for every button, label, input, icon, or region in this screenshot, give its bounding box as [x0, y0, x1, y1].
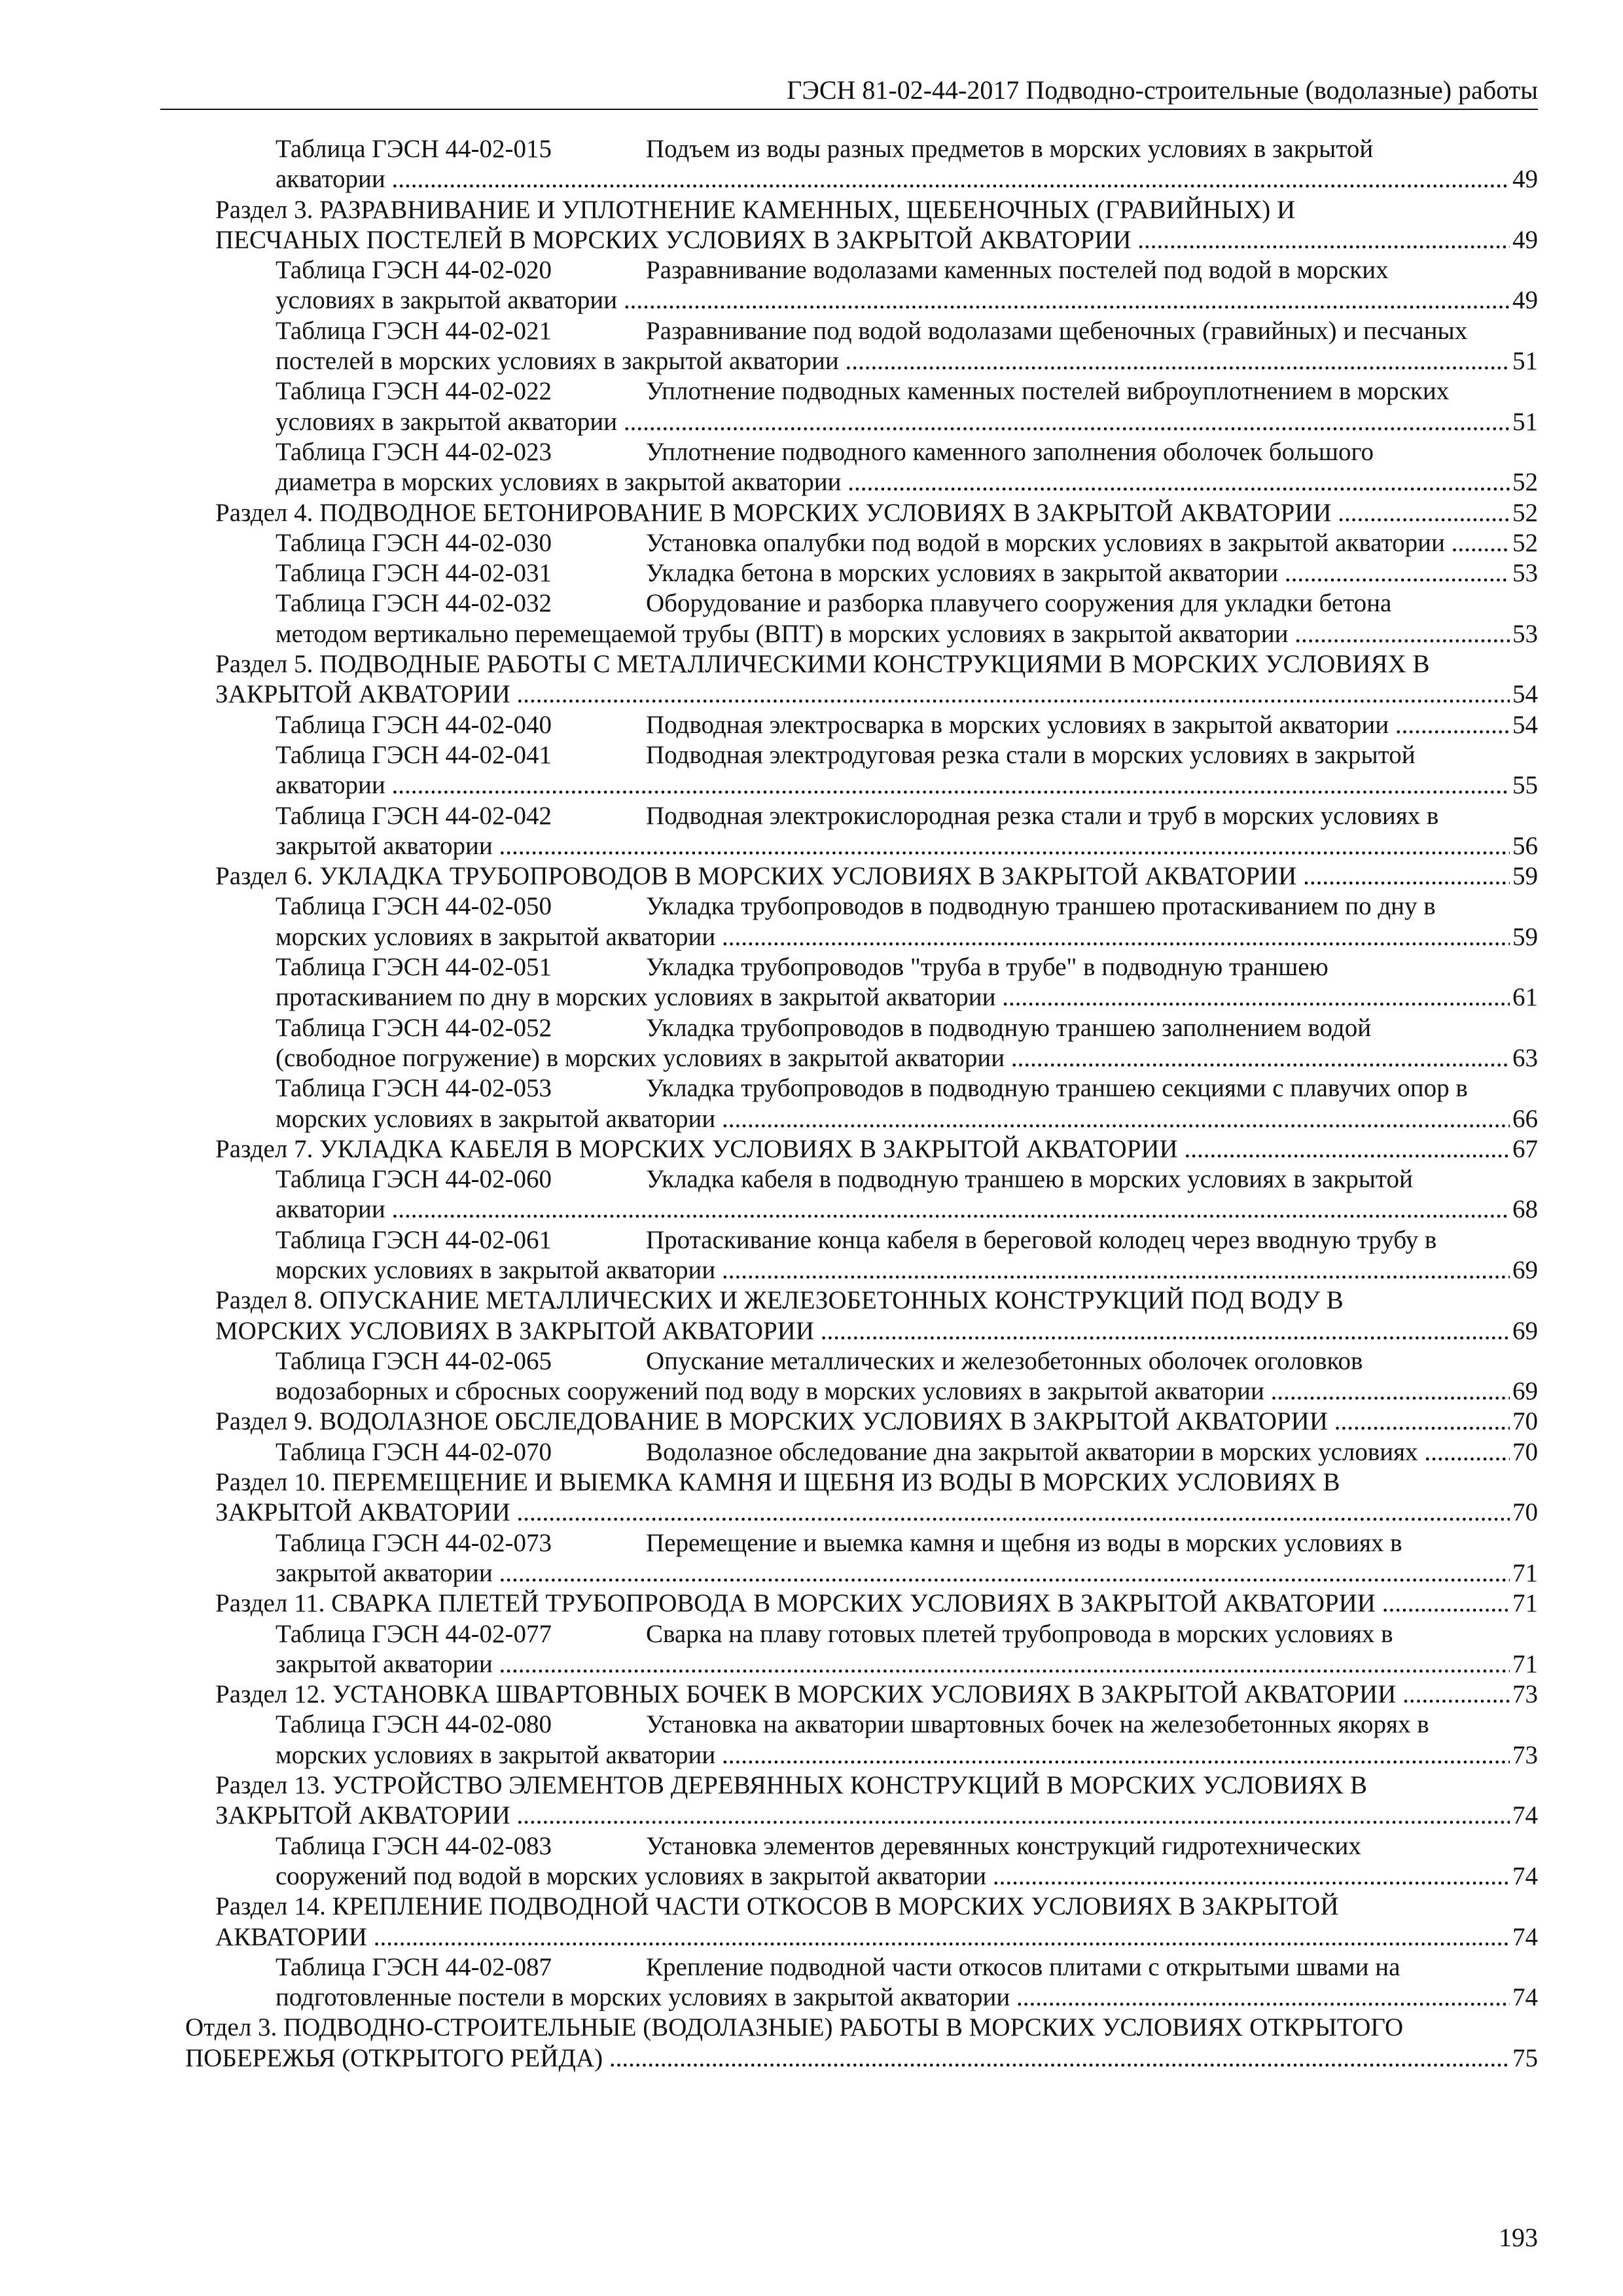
toc-page-ref: 55: [1512, 771, 1538, 800]
table-number: Таблица ГЭСН 44-02-023: [276, 437, 552, 466]
toc-entry-text: постелей в морских условиях в закрытой акватории .....: [276, 346, 1510, 376]
toc-entry-line: [276, 1740, 1538, 1770]
toc-entry-line: [276, 346, 1538, 376]
toc-table-entry[interactable]: [0, 437, 1623, 498]
toc-section-entry[interactable]: [0, 1679, 1623, 1710]
toc-page-ref: 71: [1512, 1558, 1538, 1587]
toc-page-ref: 74: [1512, 1801, 1538, 1830]
toc-entry-line: [276, 316, 1538, 346]
toc-entry-line: [276, 1013, 1538, 1043]
table-number: Таблица ГЭСН 44-02-065: [276, 1346, 552, 1375]
page-number: 193: [1499, 2223, 1538, 2252]
toc-entry-text: Подъем из воды разных предметов в морских условиях в закрытой: [646, 135, 1374, 163]
toc-table-entry[interactable]: [0, 528, 1623, 558]
toc-page-ref: 51: [1512, 347, 1538, 376]
toc-entry-line: [276, 1528, 1538, 1558]
toc-entry-text: Раздел 5. ПОДВОДНЫЕ РАБОТЫ С МЕТАЛЛИЧЕСКИМИ КОНСТРУКЦИЯМИ В МОРСКИХ УСЛОВИЯХ В: [215, 650, 1430, 679]
toc-entry-line: [215, 1892, 1538, 1922]
toc-table-entry[interactable]: [0, 1952, 1623, 2013]
toc-entry-line: [276, 1831, 1538, 1861]
toc-entry-text: Уплотнение подводного каменного заполнения оболочек большого: [646, 437, 1374, 466]
toc-page-ref: 75: [1512, 2043, 1538, 2072]
toc-entry-line: [276, 407, 1538, 437]
toc-table-entry[interactable]: [0, 1225, 1623, 1286]
toc-entry-line: [276, 770, 1538, 800]
toc-entry-line: [215, 1134, 1538, 1164]
toc-entry-line: [215, 1316, 1538, 1346]
toc-entry-text: Отдел 3. ПОДВОДНО-СТРОИТЕЛЬНЫЕ (ВОДОЛАЗНЫЕ) РАБОТЫ В МОРСКИХ УСЛОВИЯХ ОТКРЫТОГО: [185, 2013, 1404, 2042]
toc-entry-text: Протаскивание конца кабеля в береговой колодец через вводную трубу в: [646, 1225, 1437, 1254]
table-of-contents: [0, 134, 1623, 2073]
table-number: Таблица ГЭСН 44-02-077: [276, 1619, 552, 1648]
toc-entry-text: Подводная электродуговая резка стали в морских условиях в закрытой: [646, 740, 1416, 769]
toc-section-entry[interactable]: [0, 498, 1623, 528]
table-number: Таблица ГЭСН 44-02-041: [276, 740, 552, 769]
toc-entry-text: (свободное погружение) в морских условиях в закрытой акватории .....: [276, 1043, 1510, 1073]
toc-section-entry[interactable]: [0, 1285, 1623, 1346]
toc-entry-text: закрытой акватории .....: [276, 1649, 1510, 1679]
toc-entry-text: ПЕСЧАНЫХ ПОСТЕЛЕЙ В МОРСКИХ УСЛОВИЯХ В ЗАКРЫТОЙ АКВАТОРИИ .....: [215, 225, 1510, 255]
table-number: Таблица ГЭСН 44-02-040: [276, 710, 552, 739]
toc-entry-line: [276, 1043, 1538, 1073]
toc-page-ref: 54: [1512, 680, 1538, 709]
toc-entry-line: [276, 1164, 1538, 1194]
toc-entry-text: морских условиях в закрытой акватории .....: [276, 1104, 1510, 1134]
toc-entry-text: АКВАТОРИИ .....: [215, 1922, 1510, 1952]
toc-entry-text: акватории .....: [276, 164, 1510, 194]
toc-entry-text: Укладка трубопроводов в подводную траншею заполнением водой: [646, 1013, 1372, 1042]
toc-division-entry[interactable]: [0, 2013, 1623, 2073]
toc-entry-line: [215, 195, 1538, 225]
toc-entry-line: [276, 952, 1538, 982]
toc-entry-line: [276, 891, 1538, 922]
toc-page-ref: 73: [1512, 1740, 1538, 1769]
toc-entry-text: условиях в закрытой акватории .....: [276, 285, 1510, 315]
toc-table-entry[interactable]: [0, 1619, 1623, 1680]
toc-entry-text: Уплотнение подводных каменных постелей виброуплотнением в морских: [646, 377, 1450, 406]
toc-page-ref: 49: [1512, 165, 1538, 194]
toc-entry-text: Подводная электрокислородная резка стали и труб в морских условиях в: [646, 801, 1439, 830]
toc-entry-text: Раздел 11. СВАРКА ПЛЕТЕЙ ТРУБОПРОВОДА В МОРСКИХ УСЛОВИЯХ В ЗАКРЫТОЙ АКВАТОРИИ .....: [215, 1588, 1510, 1619]
toc-page-ref: 68: [1512, 1195, 1538, 1224]
toc-entry-text: Крепление подводной части откосов плитами с открытыми швами на: [646, 1952, 1400, 1981]
toc-entry-line: [215, 1467, 1538, 1498]
table-number: Таблица ГЭСН 44-02-031: [276, 559, 552, 588]
toc-table-entry[interactable]: [0, 710, 1623, 740]
toc-entry-text: Подводная электросварка в морских условиях в закрытой акватории .....: [646, 710, 1510, 740]
toc-page-ref: 66: [1512, 1104, 1538, 1133]
toc-entry-text: акватории .....: [276, 770, 1510, 800]
toc-page-ref: 61: [1512, 983, 1538, 1012]
toc-table-entry[interactable]: [0, 1013, 1623, 1074]
toc-entry-line: [215, 225, 1538, 255]
toc-entry-line: [276, 1346, 1538, 1376]
toc-section-entry[interactable]: [0, 1770, 1623, 1831]
toc-entry-line: [276, 1194, 1538, 1225]
toc-table-entry[interactable]: [0, 588, 1623, 649]
table-number: Таблица ГЭСН 44-02-061: [276, 1225, 552, 1254]
toc-entry-text: методом вертикально перемещаемой трубы (ВПТ) в морских условиях в закрытой акватории .....: [276, 619, 1510, 649]
toc-entry-text: Раздел 3. РАЗРАВНИВАНИЕ И УПЛОТНЕНИЕ КАМЕННЫХ, ЩЕБЕНОЧНЫХ (ГРАВИЙНЫХ) И: [215, 195, 1296, 224]
toc-table-entry[interactable]: [0, 952, 1623, 1013]
toc-entry-text: Раздел 14. КРЕПЛЕНИЕ ПОДВОДНОЙ ЧАСТИ ОТКОСОВ В МОРСКИХ УСЛОВИЯХ В ЗАКРЫТОЙ: [215, 1892, 1339, 1921]
toc-page-ref: 63: [1512, 1043, 1538, 1072]
toc-entry-text: МОРСКИХ УСЛОВИЯХ В ЗАКРЫТОЙ АКВАТОРИИ .....: [215, 1316, 1510, 1346]
toc-entry-line: [276, 922, 1538, 952]
toc-section-entry[interactable]: [0, 649, 1623, 710]
toc-entry-text: Оборудование и разборка плавучего сооружения для укладки бетона: [646, 589, 1392, 618]
toc-entry-text: Укладка трубопроводов в подводную траншею протаскиванием по дну в: [646, 892, 1436, 921]
running-header: ГЭСН 81-02-44-2017 Подводно-строительные (водолазные) работы: [160, 72, 1538, 110]
toc-entry-text: Укладка трубопроводов в подводную траншею секциями с плавучих опор в: [646, 1074, 1468, 1103]
toc-section-entry[interactable]: [0, 1467, 1623, 1528]
toc-entry-line: [276, 710, 1538, 740]
toc-entry-line: [276, 1255, 1538, 1285]
toc-entry-line: [276, 831, 1538, 861]
toc-table-entry[interactable]: [0, 1164, 1623, 1225]
toc-entry-line: [276, 255, 1538, 285]
toc-entry-text: Раздел 8. ОПУСКАНИЕ МЕТАЛЛИЧЕСКИХ И ЖЕЛЕЗОБЕТОННЫХ КОНСТРУКЦИЙ ПОД ВОДУ В: [215, 1286, 1344, 1315]
toc-entry-text: Укладка бетона в морских условиях в закрытой акватории .....: [646, 558, 1510, 588]
toc-entry-line: [215, 1679, 1538, 1710]
toc-entry-line: [215, 1285, 1538, 1316]
toc-table-entry[interactable]: [0, 134, 1623, 195]
toc-entry-line: [276, 558, 1538, 588]
toc-entry-text: морских условиях в закрытой акватории .....: [276, 922, 1510, 952]
toc-entry-text: Раздел 6. УКЛАДКА ТРУБОПРОВОДОВ В МОРСКИХ УСЛОВИЯХ В ЗАКРЫТОЙ АКВАТОРИИ .....: [215, 861, 1510, 891]
toc-entry-text: закрытой акватории .....: [276, 831, 1510, 861]
toc-table-entry[interactable]: [0, 1073, 1623, 1134]
toc-entry-text: Установка опалубки под водой в морских условиях в закрытой акватории .....: [646, 528, 1510, 558]
toc-page-ref: 70: [1512, 1498, 1538, 1527]
toc-entry-line: [215, 1922, 1538, 1952]
toc-entry-text: Перемещение и выемка камня и щебня из воды в морских условиях в: [646, 1528, 1402, 1557]
toc-page-ref: 69: [1512, 1255, 1538, 1284]
toc-entry-text: морских условиях в закрытой акватории .....: [276, 1255, 1510, 1285]
toc-section-entry[interactable]: [0, 1407, 1623, 1437]
toc-entry-line: [276, 1104, 1538, 1134]
toc-section-entry[interactable]: [0, 1134, 1623, 1164]
toc-table-entry[interactable]: [0, 558, 1623, 588]
toc-section-entry[interactable]: [0, 1588, 1623, 1619]
toc-entry-line: [215, 1407, 1538, 1437]
toc-page-ref: 49: [1512, 225, 1538, 254]
toc-entry-line: [215, 1498, 1538, 1528]
toc-entry-text: условиях в закрытой акватории .....: [276, 407, 1510, 437]
toc-entry-line: [276, 801, 1538, 831]
toc-page-ref: 53: [1512, 559, 1538, 588]
toc-entry-text: ЗАКРЫТОЙ АКВАТОРИИ .....: [215, 679, 1510, 709]
toc-entry-text: ПОБЕРЕЖЬЯ (ОТКРЫТОГО РЕЙДА) .....: [185, 2043, 1510, 2073]
toc-page-ref: 49: [1512, 286, 1538, 315]
toc-page-ref: 52: [1512, 498, 1538, 527]
toc-page-ref: 71: [1512, 1589, 1538, 1618]
toc-entry-line: [185, 2043, 1538, 2073]
toc-entry-line: [276, 1861, 1538, 1892]
toc-entry-line: [276, 1225, 1538, 1255]
toc-entry-line: [276, 1376, 1538, 1407]
toc-entry-text: Разравнивание под водой водолазами щебеночных (гравийных) и песчаных: [646, 316, 1468, 345]
toc-entry-text: акватории .....: [276, 1194, 1510, 1225]
toc-page-ref: 70: [1512, 1437, 1538, 1466]
table-number: Таблица ГЭСН 44-02-030: [276, 528, 552, 557]
toc-page-ref: 59: [1512, 862, 1538, 891]
toc-section-entry[interactable]: [0, 195, 1623, 256]
toc-page-ref: 56: [1512, 831, 1538, 860]
toc-table-entry[interactable]: [0, 801, 1623, 862]
table-number: Таблица ГЭСН 44-02-052: [276, 1013, 552, 1042]
toc-entry-text: Установка на акватории швартовных бочек на железобетонных якорях в: [646, 1710, 1429, 1739]
toc-page-ref: 53: [1512, 619, 1538, 648]
toc-table-entry[interactable]: [0, 316, 1623, 377]
toc-section-entry[interactable]: [0, 861, 1623, 891]
toc-entry-text: Раздел 9. ВОДОЛАЗНОЕ ОБСЛЕДОВАНИЕ В МОРСКИХ УСЛОВИЯХ В ЗАКРЫТОЙ АКВАТОРИИ .....: [215, 1407, 1510, 1437]
table-number: Таблица ГЭСН 44-02-032: [276, 589, 552, 618]
toc-entry-line: [215, 498, 1538, 528]
toc-entry-text: закрытой акватории .....: [276, 1558, 1510, 1588]
toc-entry-text: морских условиях в закрытой акватории .....: [276, 1740, 1510, 1770]
toc-entry-text: Укладка кабеля в подводную траншею в морских условиях в закрытой: [646, 1165, 1413, 1194]
toc-entry-text: диаметра в морских условиях в закрытой акватории .....: [276, 467, 1510, 497]
toc-entry-line: [276, 467, 1538, 497]
toc-page-ref: 74: [1512, 1983, 1538, 2012]
toc-entry-line: [276, 285, 1538, 315]
toc-entry-text: водозаборных и сбросных сооружений под воду в морских условиях в закрытой акватории .....: [276, 1376, 1510, 1407]
toc-entry-line: [276, 1982, 1538, 2013]
toc-entry-line: [276, 1558, 1538, 1588]
toc-entry-text: Раздел 4. ПОДВОДНОЕ БЕТОНИРОВАНИЕ В МОРСКИХ УСЛОВИЯХ В ЗАКРЫТОЙ АКВАТОРИИ .....: [215, 498, 1510, 528]
toc-page-ref: 70: [1512, 1407, 1538, 1436]
table-number: Таблица ГЭСН 44-02-022: [276, 377, 552, 406]
table-number: Таблица ГЭСН 44-02-070: [276, 1437, 552, 1466]
toc-entry-line: [276, 134, 1538, 164]
toc-entry-line: [276, 1619, 1538, 1649]
toc-entry-line: [276, 528, 1538, 558]
toc-entry-line: [276, 1710, 1538, 1740]
toc-table-entry[interactable]: [0, 255, 1623, 316]
table-number: Таблица ГЭСН 44-02-042: [276, 801, 552, 830]
toc-table-entry[interactable]: [0, 1346, 1623, 1407]
toc-entry-text: Опускание металлических и железобетонных оболочек оголовков: [646, 1346, 1363, 1375]
toc-entry-text: Раздел 10. ПЕРЕМЕЩЕНИЕ И ВЫЕМКА КАМНЯ И ЩЕБНЯ ИЗ ВОДЫ В МОРСКИХ УСЛОВИЯХ В: [215, 1468, 1340, 1497]
table-number: Таблица ГЭСН 44-02-015: [276, 135, 552, 163]
toc-table-entry[interactable]: [0, 740, 1623, 801]
toc-page-ref: 59: [1512, 922, 1538, 951]
table-number: Таблица ГЭСН 44-02-020: [276, 256, 552, 285]
toc-entry-text: подготовленные постели в морских условиях в закрытой акватории .....: [276, 1982, 1510, 2013]
toc-entry-text: Раздел 7. УКЛАДКА КАБЕЛЯ В МОРСКИХ УСЛОВИЯХ В ЗАКРЫТОЙ АКВАТОРИИ .....: [215, 1134, 1510, 1164]
toc-entry-line: [276, 164, 1538, 194]
toc-table-entry[interactable]: [0, 1437, 1623, 1467]
toc-page-ref: 74: [1512, 1861, 1538, 1890]
toc-entry-line: [276, 437, 1538, 467]
table-number: Таблица ГЭСН 44-02-073: [276, 1528, 552, 1557]
toc-table-entry[interactable]: [0, 1831, 1623, 1892]
table-number: Таблица ГЭСН 44-02-060: [276, 1165, 552, 1194]
toc-page-ref: 69: [1512, 1316, 1538, 1345]
toc-entry-line: [185, 2013, 1538, 2043]
toc-entry-text: Укладка трубопроводов "труба в трубе" в подводную траншею: [646, 953, 1329, 982]
toc-page-ref: 73: [1512, 1680, 1538, 1709]
toc-entry-line: [276, 1649, 1538, 1679]
toc-entry-line: [215, 679, 1538, 709]
toc-page-ref: 51: [1512, 407, 1538, 436]
table-number: Таблица ГЭСН 44-02-021: [276, 316, 552, 345]
toc-entry-line: [215, 1801, 1538, 1831]
toc-page-ref: 54: [1512, 710, 1538, 739]
toc-entry-text: Сварка на плаву готовых плетей трубопровода в морских условиях в: [646, 1619, 1393, 1648]
toc-page-ref: 52: [1512, 468, 1538, 497]
toc-table-entry[interactable]: [0, 1710, 1623, 1770]
toc-page-ref: 69: [1512, 1377, 1538, 1406]
toc-entry-text: Водолазное обследование дна закрытой акватории в морских условиях .....: [646, 1437, 1510, 1467]
toc-section-entry[interactable]: [0, 1892, 1623, 1952]
toc-page-ref: 67: [1512, 1134, 1538, 1163]
toc-page-ref: 71: [1512, 1649, 1538, 1678]
table-number: Таблица ГЭСН 44-02-051: [276, 953, 552, 982]
toc-entry-text: Раздел 13. УСТРОЙСТВО ЭЛЕМЕНТОВ ДЕРЕВЯННЫХ КОНСТРУКЦИЙ В МОРСКИХ УСЛОВИЯХ В: [215, 1771, 1368, 1800]
toc-entry-text: Раздел 12. УСТАНОВКА ШВАРТОВНЫХ БОЧЕК В МОРСКИХ УСЛОВИЯХ В ЗАКРЫТОЙ АКВАТОРИИ .....: [215, 1679, 1510, 1710]
toc-entry-text: сооружений под водой в морских условиях в закрытой акватории .....: [276, 1861, 1510, 1892]
toc-entry-line: [276, 1073, 1538, 1103]
toc-page-ref: 52: [1512, 528, 1538, 557]
toc-page-ref: 74: [1512, 1922, 1538, 1951]
toc-entry-line: [215, 649, 1538, 679]
toc-entry-line: [276, 619, 1538, 649]
table-number: Таблица ГЭСН 44-02-050: [276, 892, 552, 921]
toc-table-entry[interactable]: [0, 891, 1623, 952]
toc-entry-text: Установка элементов деревянных конструкций гидротехнических: [646, 1831, 1361, 1860]
toc-table-entry[interactable]: [0, 376, 1623, 437]
table-number: Таблица ГЭСН 44-02-087: [276, 1952, 552, 1981]
toc-entry-line: [276, 588, 1538, 619]
table-number: Таблица ГЭСН 44-02-083: [276, 1831, 552, 1860]
toc-entry-line: [276, 1437, 1538, 1467]
table-number: Таблица ГЭСН 44-02-080: [276, 1710, 552, 1739]
toc-entry-text: Разравнивание водолазами каменных постелей под водой в морских: [646, 256, 1389, 285]
table-number: Таблица ГЭСН 44-02-053: [276, 1074, 552, 1103]
toc-entry-line: [215, 1588, 1538, 1619]
toc-entry-text: протаскиванием по дну в морских условиях в закрытой акватории .....: [276, 982, 1510, 1013]
toc-table-entry[interactable]: [0, 1528, 1623, 1589]
toc-entry-line: [215, 861, 1538, 891]
toc-entry-text: ЗАКРЫТОЙ АКВАТОРИИ .....: [215, 1498, 1510, 1528]
toc-entry-line: [276, 740, 1538, 770]
toc-entry-line: [215, 1770, 1538, 1801]
toc-entry-text: ЗАКРЫТОЙ АКВАТОРИИ .....: [215, 1801, 1510, 1831]
toc-entry-line: [276, 1952, 1538, 1982]
toc-entry-line: [276, 982, 1538, 1013]
toc-entry-line: [276, 376, 1538, 406]
